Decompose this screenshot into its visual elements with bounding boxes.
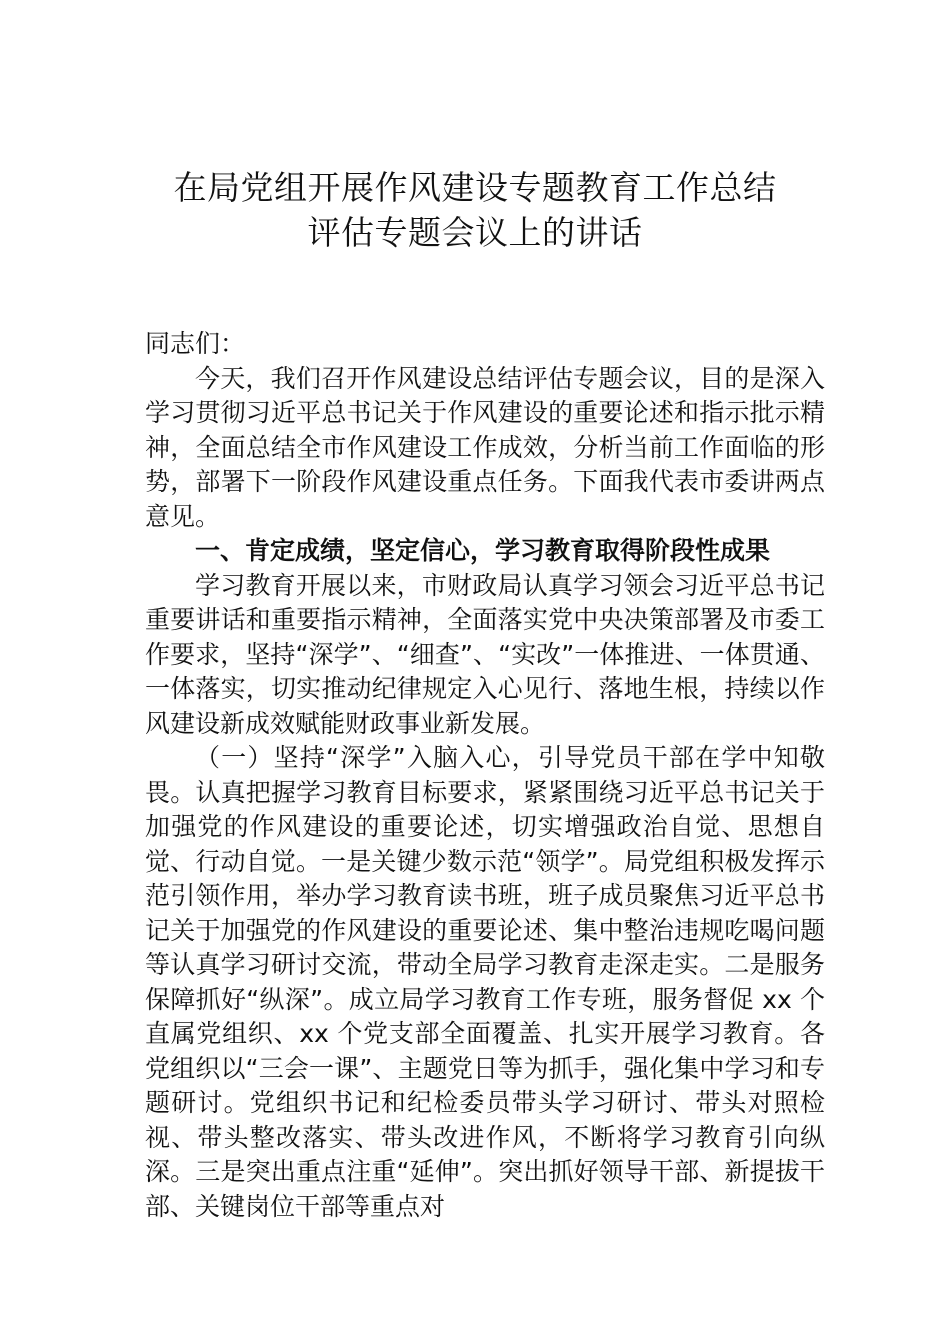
- paragraph-intro: 今天，我们召开作风建设总结评估专题会议，目的是深入学习贯彻习近平总书记关于作风建设的重要论述和指示批示精神，全面总结全市作风建设工作成效，分析当前工作面临的形势，部署下一阶段作风建设重点任务。下面我代表市委讲两点意见。: [145, 363, 825, 531]
- salutation: 同志们：: [145, 329, 246, 358]
- section-heading-1: 一、肯定成绩，坚定信心，学习教育取得阶段性成果: [195, 536, 771, 565]
- paragraph-section-1: 学习教育开展以来，市财政局认真学习领会习近平总书记重要讲话和重要指示精神，全面落实党中央决策部署及市委工作要求，坚持“深学”、“细查”、“实改”一体推进、一体贯通、一体落实，切实推动纪律规定入心见行、落地生根，持续以作风建设新成效赋能财政事业新发展。: [145, 570, 825, 738]
- paragraph-subsection-1: （一）坚持“深学”入脑入心，引导党员干部在学中知敬畏。认真把握学习教育目标要求，紧紧围绕习近平总书记关于加强党的作风建设的重要论述，切实增强政治自觉、思想自觉、行动自觉。一是关键少数示范“领学”。局党组积极发挥示范引领作用，举办学习教育读书班，班子成员聚焦习近平总书记关于加强党的作风建设的重要论述、集中整治违规吃喝问题等认真学习研讨交流，带动全局学习教育走深走实。二是服务保障抓好“纵深”。成立局学习教育工作专班，服务督促 xx 个直属党组织、xx 个党支部全面覆盖、扎实开展学习教育。各党组织以“三会一课”、主题党日等为抓手，强化集中学习和专题研讨。党组织书记和纪检委员带头学习研讨、带头对照检视、带头整改落实、带头改进作风，不断将学习教育引向纵深。三是突出重点注重“延伸”。突出抓好领导干部、新提拔干部、关键岗位干部等重点对: [145, 743, 825, 1221]
- title-line-1: 在局党组开展作风建设专题教育工作总结: [173, 168, 777, 207]
- title-line-2: 评估专题会议上的讲话: [307, 213, 643, 252]
- document-body: [145, 327, 825, 1224]
